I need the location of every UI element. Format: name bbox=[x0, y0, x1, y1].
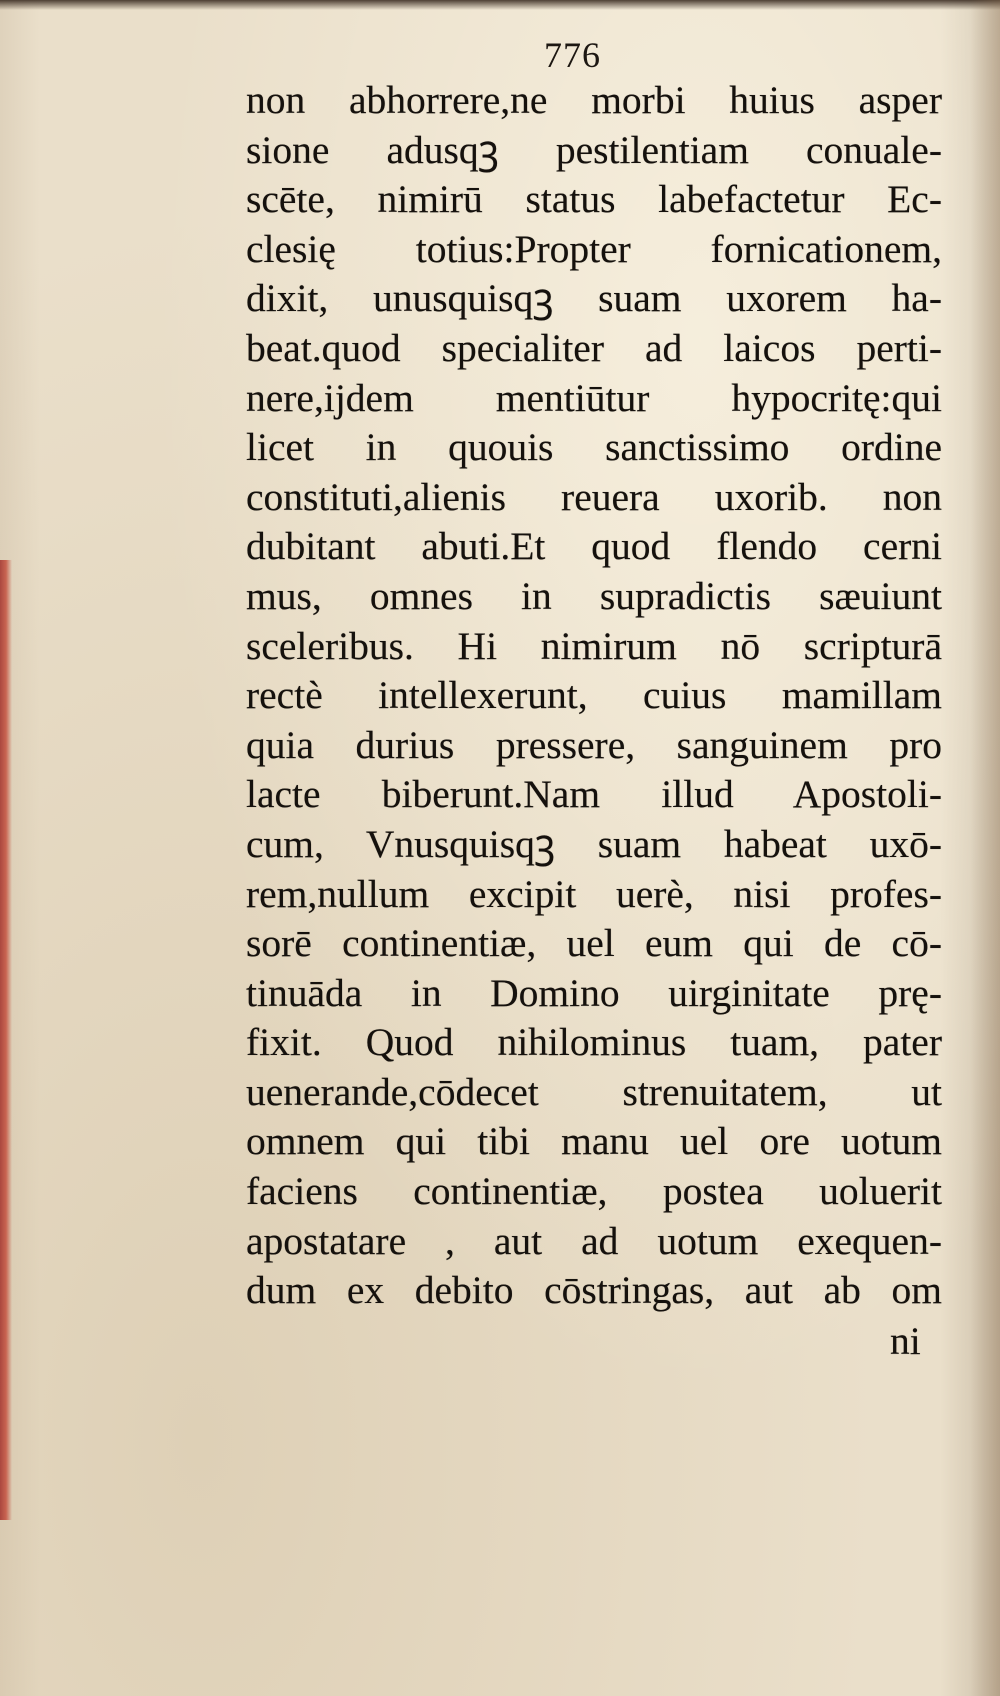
text-line: sorē continentiæ, uel eum qui de cō- bbox=[246, 921, 942, 966]
text-line: sione adusqꝫ pestilentiam conuale- bbox=[246, 127, 942, 172]
text-line: rectè intellexerunt, cuius mamillam bbox=[246, 673, 942, 718]
text-line: tinuāda in Domino uirginitate prę- bbox=[246, 970, 942, 1015]
text-line: sceleribus. Hi nimirum nō scripturā bbox=[246, 623, 942, 668]
text-line: apostatare , aut ad uotum exequen- bbox=[246, 1218, 942, 1263]
body-text bbox=[246, 76, 942, 1316]
text-line: scēte, nimirū status labefactetur Ec- bbox=[246, 177, 942, 222]
catchword: ni bbox=[890, 1319, 921, 1363]
text-line: dixit, unusquisqꝫ suam uxorem ha- bbox=[246, 276, 942, 321]
text-line: omnem qui tibi manu uel ore uotum bbox=[246, 1119, 942, 1164]
page-gutter-shadow bbox=[970, 0, 1000, 1696]
text-line: licet in quouis sanctissimo ordine bbox=[246, 425, 942, 470]
text-line: uenerande,cōdecet strenuitatem, ut bbox=[246, 1069, 942, 1114]
text-line: dum ex debito cōstringas, aut ab om bbox=[246, 1268, 942, 1313]
text-line: quia durius pressere, sanguinem pro bbox=[246, 722, 942, 767]
text-line: mus, omnes in supradictis sæuiunt bbox=[246, 573, 942, 618]
text-line: lacte biberunt.Nam illud Apostoli- bbox=[246, 772, 942, 817]
text-line: fixit. Quod nihilominus tuam, pater bbox=[246, 1020, 942, 1065]
text-line: constituti,alienis reuera uxorib. non bbox=[246, 474, 942, 519]
page-number: 776 bbox=[544, 35, 601, 75]
text-line: rem,nullum excipit uerè, nisi profes- bbox=[246, 871, 942, 916]
text-line: faciens continentiæ, postea uoluerit bbox=[246, 1169, 942, 1214]
text-line: beat.quod specialiter ad laicos perti- bbox=[246, 325, 942, 370]
red-page-edge bbox=[0, 560, 12, 1520]
page-top-shadow bbox=[0, 0, 1000, 10]
text-line: dubitant abuti.Et quod flendo cerni bbox=[246, 524, 942, 569]
text-line: clesię totius:Propter fornicationem, bbox=[246, 226, 942, 271]
text-line: non abhorrere,ne morbi huius asper bbox=[246, 78, 942, 122]
text-line: cum, Vnusquisqꝫ suam habeat uxō- bbox=[246, 821, 942, 866]
text-line: nere,ijdem mentiūtur hypocritę:qui bbox=[246, 375, 942, 420]
